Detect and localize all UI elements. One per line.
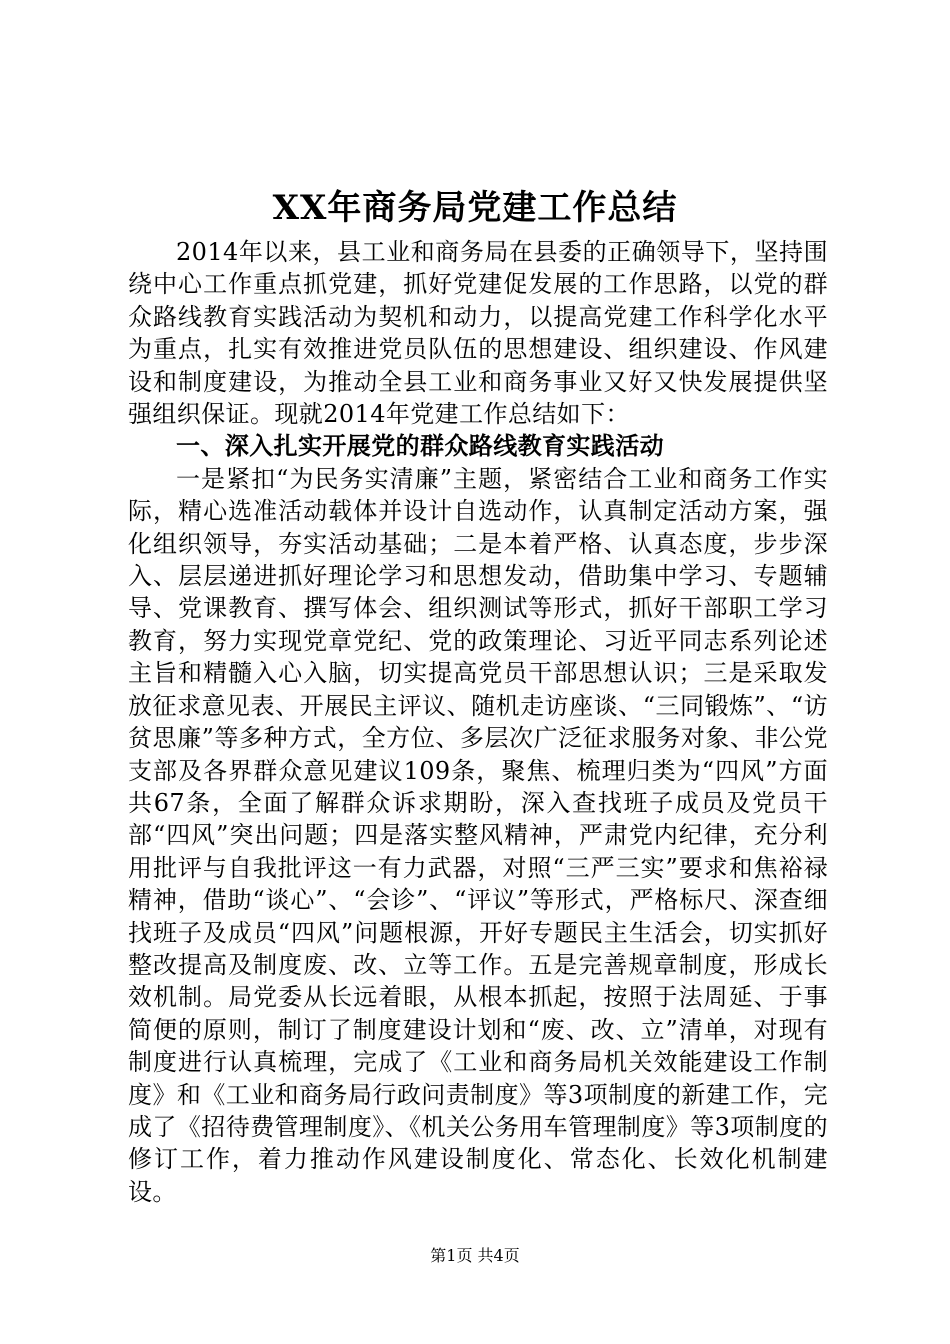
page-footer: 第1页 共4页: [430, 1246, 520, 1265]
section-paragraph: 一是紧扣“为民务实清廉”主题，紧密结合工业和商务工作实际，精心选准活动载体并设计自选动作，认真制定活动方案，强化组织领导，夯实活动基础；二是本着严格、认真态度，步步深入、层层递进抓好理论学习和思想发动，借助集中学习、专题辅导、党课教育、撰写体会、组织测试等形式，抓好干部职工学习教育，努力实现党章党纪、党的政策理论、习近平同志系列论述主旨和精髓入心入脑，切实提高党员干部思想认识；三是采取发放征求意见表、开展民主评议、随机走访座谈、“三同锻炼”、“访贫思廉”等多种方式，全方位、多层次广泛征求服务对象、非公党支部及各界群众意见建议109条，聚焦、梳理归类为“四风”方面共67条，全面了解群众诉求期盼，深入查找班子成员及党员干部“四风”突出问题；四是落实整风精神，严肃党内纪律，充分利用批评与自我批评这一有力武器，对照“三严三实”要求和焦裕禄精神，借助“谈心”、“会诊”、“评议”等形式，严格标尺、深查细找班子及成员“四风”问题根源，开好专题民主生活会，切实抓好整改提高及制度废、改、立等工作。五是完善规章制度，形成长效机制。局党委从长远着眼，从根本抓起，按照于法周延、于事简便的原则，制订了制度建设计划和“废、改、立”清单，对现有制度进行认真梳理，完成了《工业和商务局机关效能建设工作制度》和《工业和商务局行政问责制度》等3项制度的新建工作，完成了《招待费管理制度》、《机关公务用车管理制度》等3项制度的修订工作，着力推动作风建设制度化、常态化、长效化机制建设。: [128, 464, 828, 1206]
section-heading: 一、深入扎实开展党的群众路线教育实践活动: [176, 432, 664, 461]
document-body: [128, 236, 828, 1208]
document-title: XX年商务局党建工作总结: [272, 188, 678, 228]
intro-paragraph: 2014年以来，县工业和商务局在县委的正确领导下，坚持围绕中心工作重点抓党建，抓好党建促发展的工作思路，以党的群众路线教育实践活动为契机和动力，以提高党建工作科学化水平为重点，扎实有效推进党员队伍的思想建设、组织建设、作风建设和制度建设，为推动全县工业和商务事业又好又快发展提供坚强组织保证。现就2014年党建工作总结如下：: [128, 238, 828, 429]
